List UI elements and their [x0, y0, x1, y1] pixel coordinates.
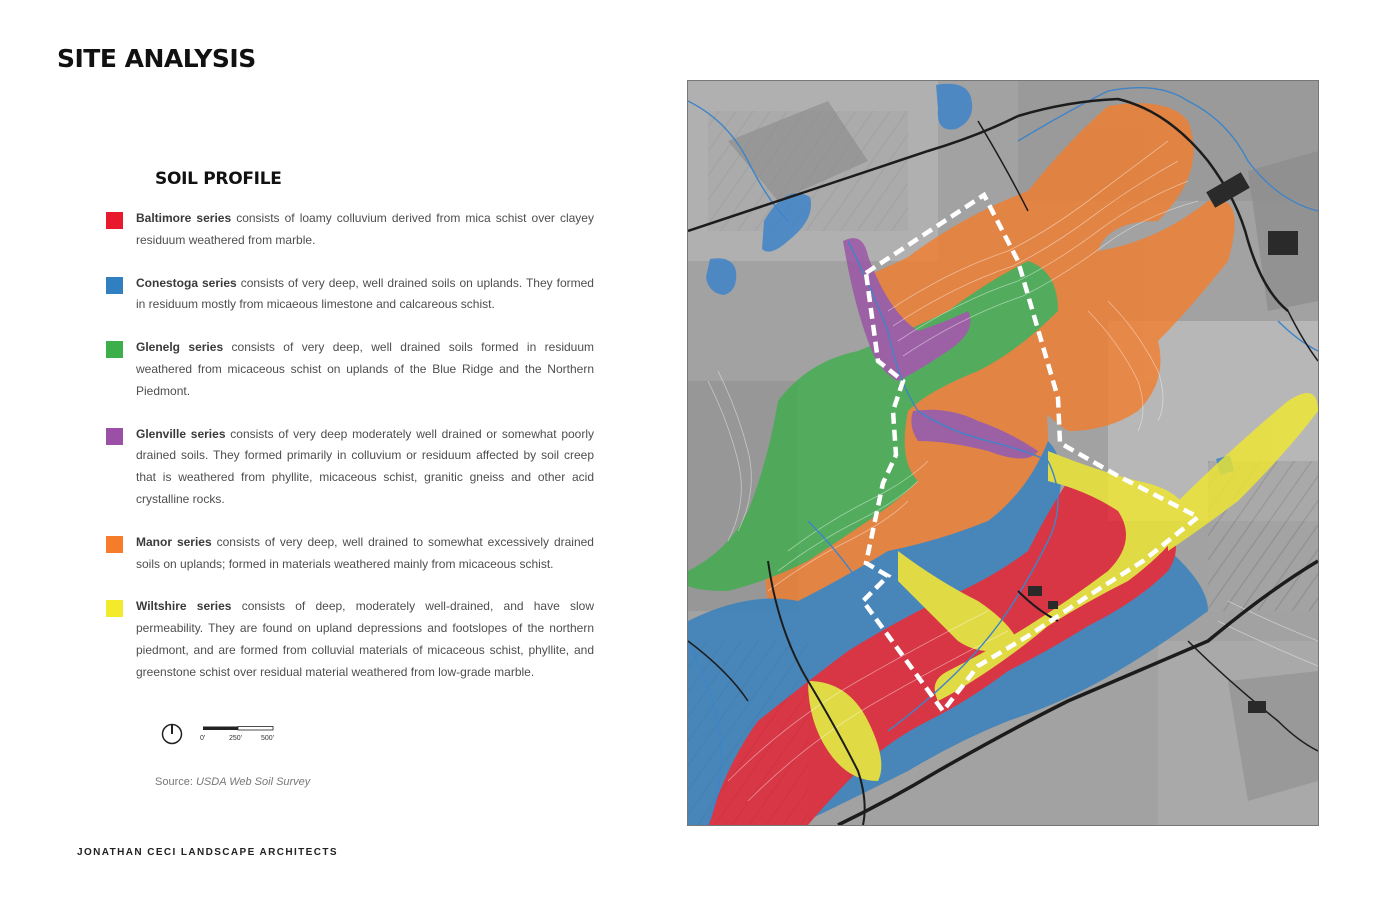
legend-item-wiltshire [106, 596, 594, 683]
manor-swatch [106, 536, 123, 553]
wiltshire-swatch [106, 600, 123, 617]
scale-label-0: 0' [200, 735, 206, 742]
legend-item-baltimore [106, 208, 594, 252]
soil-description: consists of loamy colluvium derived from mica schist over clayey residuum weathered from marble. [136, 211, 594, 247]
north-arrow-icon [160, 722, 184, 746]
footer-firm-name: JONATHAN CECI LANDSCAPE ARCHITECTS [77, 847, 338, 858]
legend-item-glenville [106, 424, 594, 511]
soil-map [687, 80, 1319, 826]
soil-description: consists of very deep, well drained to somewhat excessively drained soils on uplands; formed in materials weathered mainly from micaceous schist. [136, 534, 594, 571]
soil-description: consists of very deep moderately well drained or somewhat poorly drained soils. They formed primarily in colluvium or residuum affected by soil creep that is weathered from phyllite, micaceous schist, granitic gneiss and other acid crystalline rocks. [136, 426, 595, 506]
soil-name: Baltimore series [136, 211, 232, 225]
soil-name: Manor series [136, 534, 212, 549]
legend-text [136, 424, 594, 511]
page-title: SITE ANALYSIS [57, 44, 256, 73]
soil-description: consists of very deep, well drained soils formed in residuum weathered from micaceous schist on uplands of the Blue Ridge and the Northern Piedmont. [136, 340, 595, 398]
glenelg-swatch [106, 341, 123, 358]
soil-name: Glenville series [136, 426, 226, 441]
soil-legend [106, 208, 594, 705]
legend-item-manor [106, 532, 594, 576]
glenville-swatch [106, 428, 123, 445]
soil-profile-heading: SOIL PROFILE [155, 169, 282, 189]
baltimore-swatch [106, 212, 123, 229]
source-prefix: Source: [155, 776, 193, 788]
soil-name: Conestoga series [136, 275, 237, 290]
conestoga-swatch [106, 277, 123, 294]
legend-text [136, 596, 594, 683]
legend-text [136, 532, 594, 576]
legend-item-glenelg [106, 337, 594, 402]
soil-map-graphic [688, 81, 1318, 825]
scale-label-250: 250' [229, 735, 243, 742]
soil-name: Wiltshire series [136, 599, 232, 614]
source-note [155, 776, 310, 788]
legend-text [136, 208, 594, 252]
source-name: USDA Web Soil Survey [195, 776, 311, 788]
scale-label-500: 500' [261, 735, 275, 742]
scale-bar [198, 724, 282, 746]
soil-description: consists of very deep, well drained soils on uplands. They formed in residuum mostly from micaeous limestone and calcareous schist. [136, 275, 594, 312]
legend-text [136, 273, 594, 317]
legend-text [136, 337, 594, 402]
soil-name: Glenelg series [136, 340, 224, 355]
legend-item-conestoga [106, 273, 594, 317]
soil-description: consists of deep, moderately well-drained, and have slow permeability. They are found on upland depressions and footslopes of the northern piedmont, and are formed from colluvial materials of micaceous schist, phyllite, and greenstone schist over residual material weathered from low-grade marble. [136, 599, 594, 679]
